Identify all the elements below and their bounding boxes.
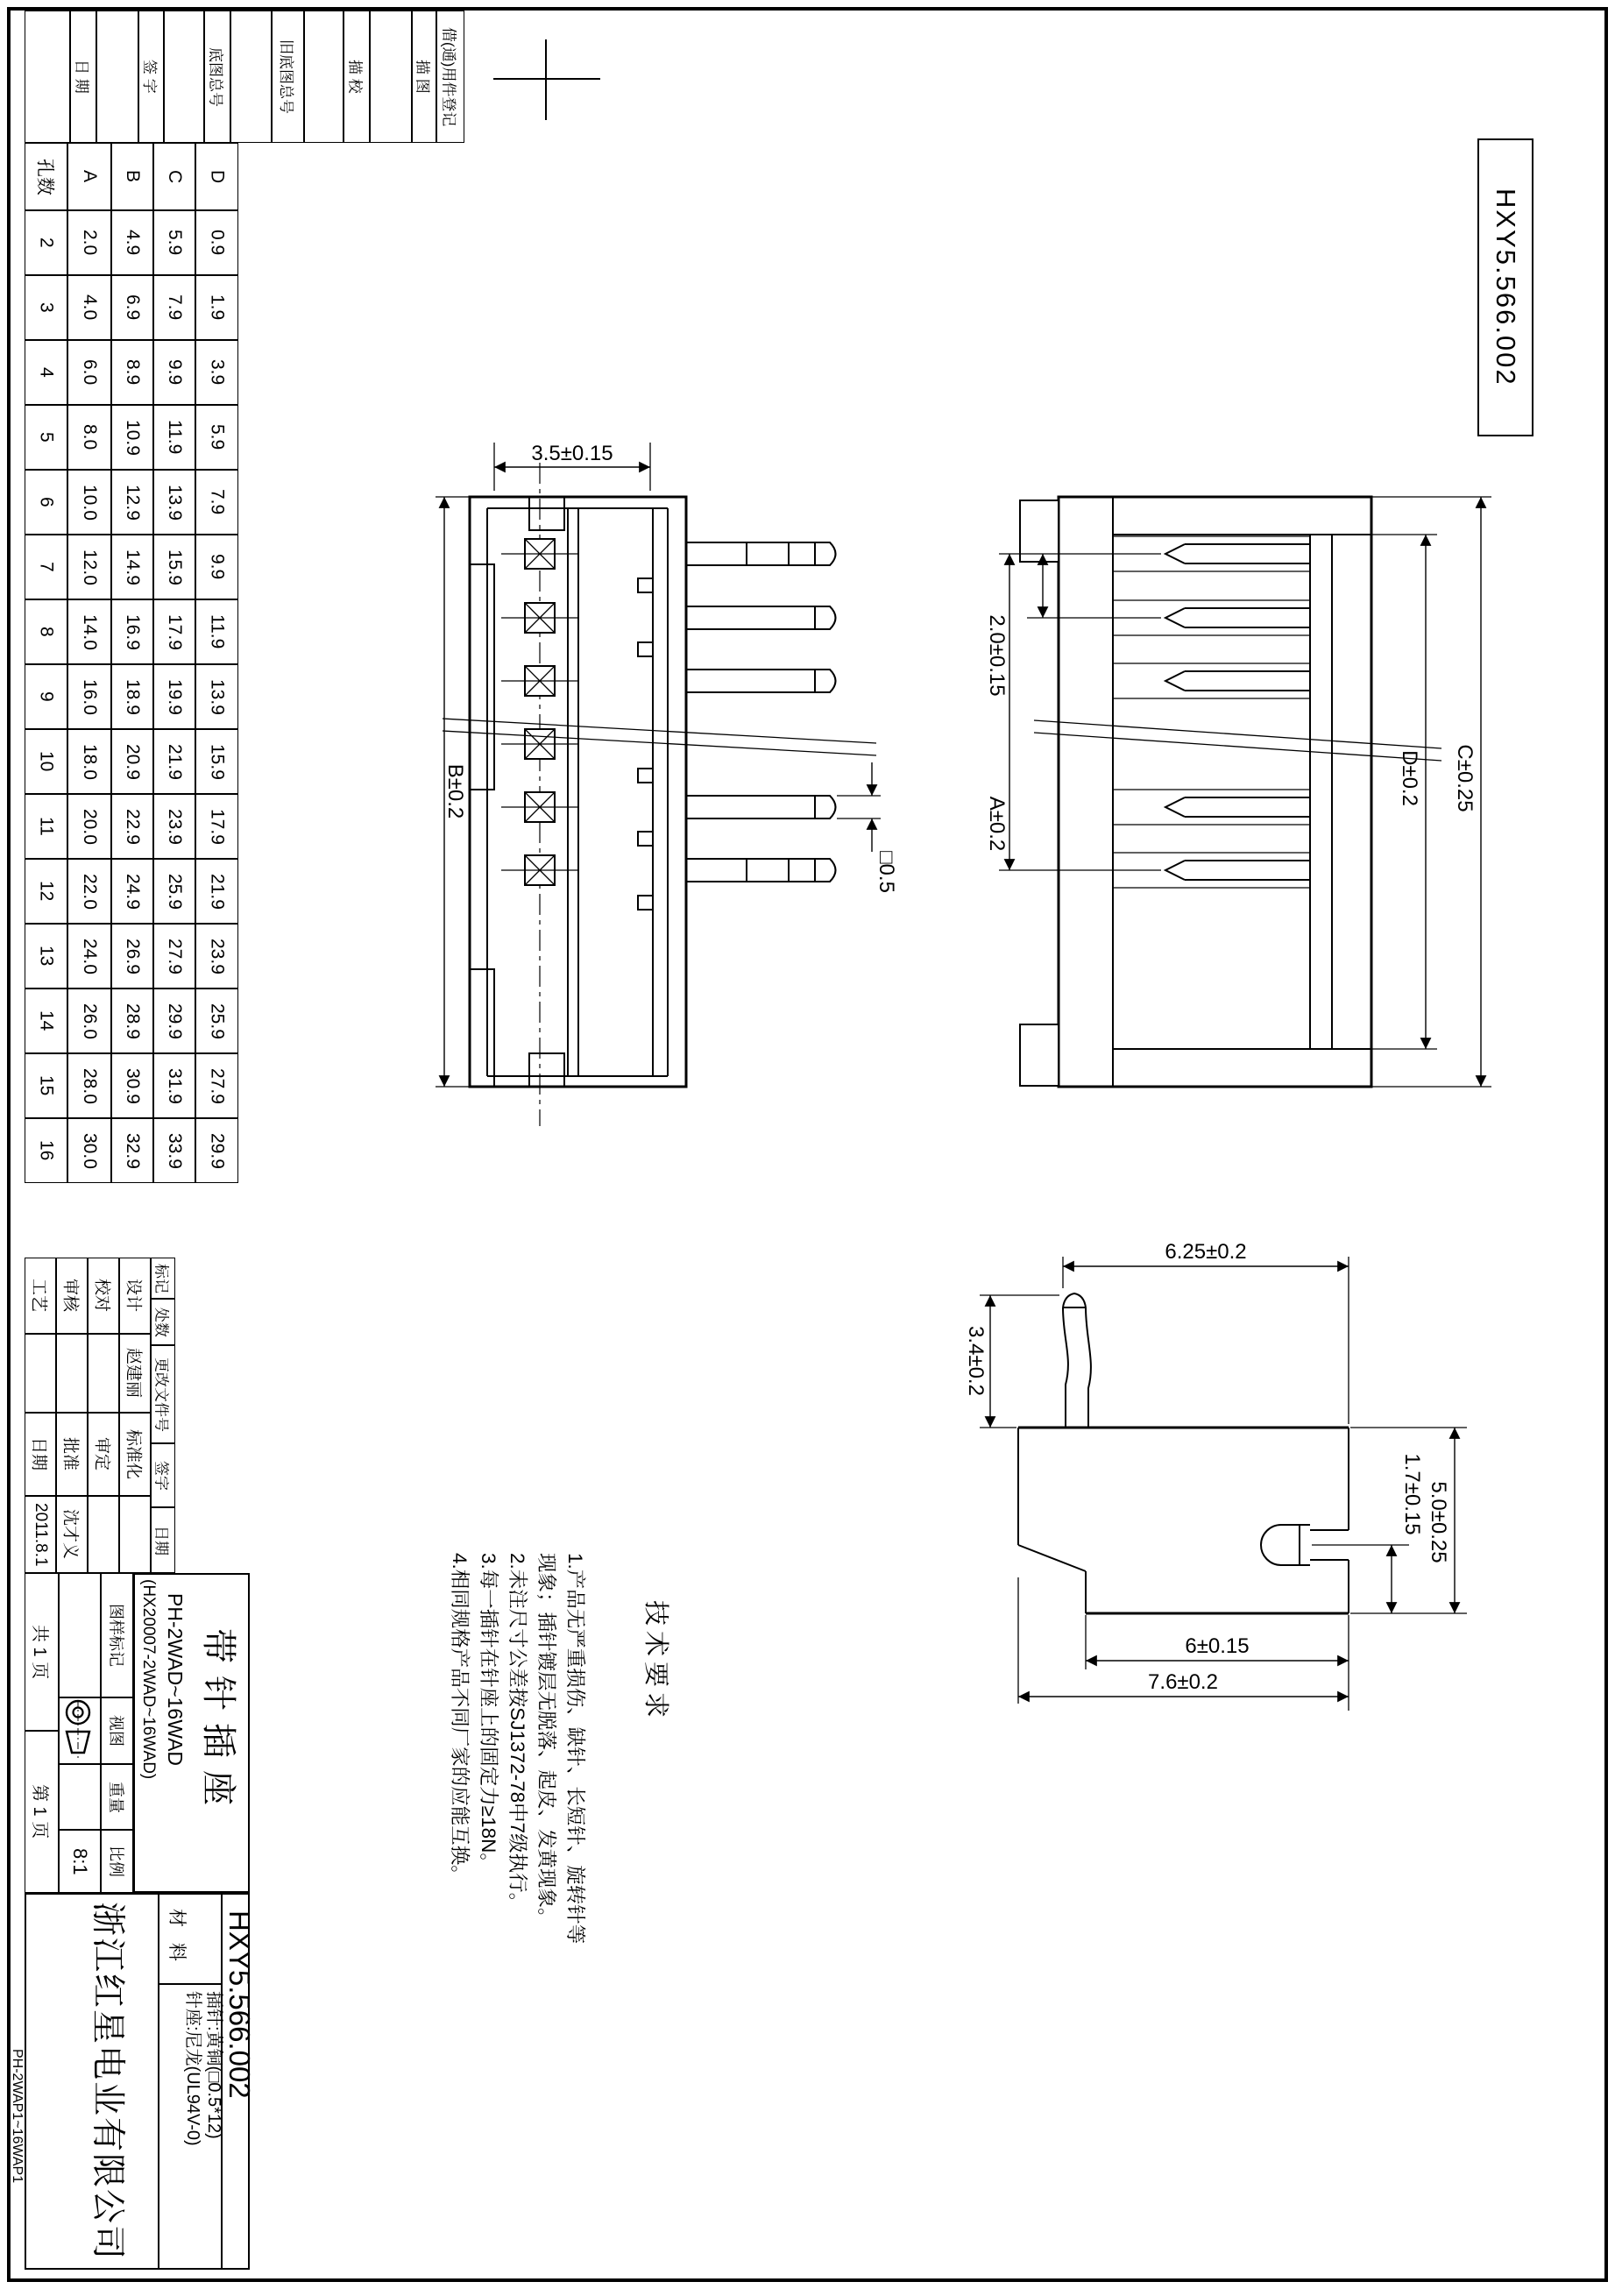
table-cell — [153, 599, 195, 664]
signature-cell-label: 审定 — [92, 1437, 111, 1471]
revision-header-cell — [151, 1345, 175, 1443]
revision-header-cell — [151, 1299, 175, 1345]
table-cell-label: 4.0 — [80, 294, 100, 321]
pages-current — [25, 1731, 59, 1893]
signature-cell — [119, 1496, 151, 1573]
table-header-cell-label: D — [207, 169, 228, 184]
pins — [686, 542, 836, 882]
table-cell — [195, 1118, 238, 1183]
table-cell-label: 14.9 — [123, 549, 143, 585]
dim-label-terminal-right-inner: 1.7±0.15 — [1400, 1453, 1424, 1535]
signature-cell — [88, 1334, 119, 1413]
signature-cell-label: 2011.8.1 — [32, 1502, 50, 1567]
stamp-mark-label — [101, 1573, 133, 1697]
table-cell-label: 13.9 — [165, 484, 185, 521]
table-cell-label: 23.9 — [207, 938, 228, 974]
table-cell — [67, 535, 111, 599]
table-cell-label: 6.9 — [123, 294, 143, 321]
table-cell-label: 5 — [36, 432, 57, 443]
table-cell-label: 20.0 — [80, 808, 100, 845]
table-cell — [25, 405, 67, 470]
table-cell — [111, 859, 153, 924]
table-cell — [153, 210, 195, 275]
table-cell-label: 24.9 — [123, 873, 143, 910]
dim-front-height — [436, 497, 470, 1087]
table-cell-label: 14.0 — [80, 613, 100, 650]
dim-label-pin-square: □0.5 — [875, 851, 898, 893]
tech-req-line: 4.相同规格产品不同厂家的应能互换。 — [449, 1553, 471, 1885]
table-cell — [153, 729, 195, 794]
header-field — [412, 11, 436, 143]
company-name: 浙江红星电业有限公司 — [89, 1902, 126, 2262]
table-cell — [111, 924, 153, 989]
table-header-cell — [111, 143, 153, 210]
dim-label-side-inner: D±0.2 — [1398, 750, 1421, 806]
table-cell — [111, 989, 153, 1053]
revision-header-cell — [151, 1258, 175, 1299]
drawing-number: HXY5.566.002 — [223, 1910, 256, 2099]
table-header-cell-label: A — [80, 170, 100, 183]
table-cell-label: 3 — [36, 302, 57, 313]
table-cell — [25, 599, 67, 664]
header-field-blank — [25, 11, 70, 143]
signature-cell-label: 赵建丽 — [124, 1348, 143, 1399]
table-cell-label: 23.9 — [165, 808, 185, 845]
product-name: 带针插座 — [199, 1628, 237, 1818]
pages-total — [25, 1573, 59, 1731]
table-cell — [25, 794, 67, 859]
stamp-view-label-label: 视图 — [107, 1715, 125, 1747]
table-cell-label: 10 — [36, 751, 57, 772]
table-cell-label: 16.9 — [123, 613, 143, 650]
header-field-label: 底图总号 — [207, 46, 224, 107]
table-cell-label: 30.9 — [123, 1067, 143, 1104]
table-cell — [25, 340, 67, 405]
table-cell — [25, 210, 67, 275]
dim-label-terminal-bottom-inner: 6±0.15 — [1185, 1634, 1250, 1658]
table-cell-label: 17.9 — [207, 808, 228, 845]
table-cell — [195, 794, 238, 859]
table-cell — [25, 470, 67, 535]
revision-header-cell-label: 更改文件号 — [152, 1357, 170, 1432]
header-field — [344, 11, 370, 143]
pages-total-label: 共 1 页 — [30, 1624, 49, 1680]
table-cell-label: 12.0 — [80, 549, 100, 585]
product-alias: (HX20007-2WAD~16WAD) — [139, 1579, 158, 1780]
signature-cell — [88, 1258, 119, 1334]
table-cell — [153, 275, 195, 340]
table-cell-label: 12 — [36, 881, 57, 902]
header-field — [138, 11, 164, 143]
table-cell — [111, 729, 153, 794]
table-header-cell — [67, 143, 111, 210]
signature-cell — [119, 1413, 151, 1496]
table-cell — [67, 405, 111, 470]
dim-side-outer — [1371, 497, 1491, 1087]
table-cell — [111, 470, 153, 535]
doc-number-box — [1477, 138, 1533, 436]
signature-cell — [25, 1258, 56, 1334]
table-cell-label: 21.9 — [165, 743, 185, 780]
signature-cell — [88, 1496, 119, 1573]
header-field-blank — [304, 11, 344, 143]
signature-cell — [88, 1413, 119, 1496]
dim-pin-square — [837, 762, 898, 893]
stamp-weight-label — [101, 1764, 133, 1830]
table-cell — [153, 470, 195, 535]
table-cell-label: 15 — [36, 1075, 57, 1096]
table-cell — [111, 1053, 153, 1118]
table-header-cell — [153, 143, 195, 210]
table-cell-label: 8 — [36, 627, 57, 637]
table-cell-label: 10.9 — [123, 419, 143, 456]
table-cell — [153, 535, 195, 599]
header-field-label: 签 字 — [141, 60, 158, 94]
revision-header-cell — [151, 1443, 175, 1507]
table-cell-label: 4.9 — [123, 230, 143, 256]
first-angle-projection-icon — [60, 1698, 96, 1760]
signature-cell — [56, 1334, 88, 1413]
table-cell-label: 7.9 — [165, 294, 185, 321]
dim-label-side-outer: C±0.25 — [1453, 744, 1477, 812]
table-cell — [153, 405, 195, 470]
dim-terminal-top — [1063, 1240, 1349, 1424]
table-cell-label: 11.9 — [165, 420, 185, 455]
table-cell — [25, 664, 67, 729]
table-cell — [25, 924, 67, 989]
dim-label-terminal-top: 6.25±0.2 — [1165, 1240, 1247, 1264]
signature-cell-label: 标准化 — [124, 1428, 143, 1479]
table-cell — [67, 210, 111, 275]
table-cell — [67, 859, 111, 924]
divider — [158, 1893, 159, 2270]
dim-label-side-span: A±0.2 — [985, 796, 1009, 852]
material-pin: 插针:黄铜(□0.5*12) — [204, 1991, 223, 2139]
table-cell — [67, 989, 111, 1053]
revision-header-cell-label: 日期 — [152, 1525, 170, 1555]
table-cell — [153, 794, 195, 859]
table-cell — [25, 1118, 67, 1183]
revision-header-cell-label: 标记 — [152, 1263, 170, 1293]
table-cell — [67, 924, 111, 989]
table-cell-label: 22.9 — [123, 808, 143, 845]
table-cell-label: 13.9 — [207, 678, 228, 715]
table-cell-label: 9.9 — [207, 554, 228, 580]
signature-cell-label: 设计 — [124, 1279, 143, 1313]
table-cell-label: 18.9 — [123, 678, 143, 715]
table-cell — [195, 729, 238, 794]
table-cell — [195, 340, 238, 405]
stamp-weight-value — [59, 1764, 101, 1830]
dim-label-terminal-right-outer: 5.0±0.25 — [1427, 1481, 1450, 1563]
table-cell-label: 14 — [36, 1010, 57, 1031]
table-cell-label: 5.9 — [207, 424, 228, 450]
signature-cell — [119, 1334, 151, 1413]
dim-front-top — [494, 442, 650, 491]
stamp-scale-value-label: 8:1 — [69, 1847, 91, 1875]
table-cell — [67, 1118, 111, 1183]
table-cell — [67, 729, 111, 794]
material-housing: 针座:尼龙(UL94V-0) — [183, 1991, 202, 2146]
stamp-weight-label-label: 重量 — [107, 1781, 125, 1813]
table-cell-label: 16.0 — [80, 678, 100, 715]
table-cell-label: 28.0 — [80, 1067, 100, 1104]
signature-cell — [56, 1496, 88, 1573]
table-cell-label: 24.0 — [80, 938, 100, 974]
table-cell — [111, 664, 153, 729]
table-cell-label: 12.9 — [123, 484, 143, 521]
doc-number: HXY5.566.002 — [1491, 188, 1521, 386]
table-cell-label: 11 — [36, 817, 57, 836]
table-cell-label: 7 — [36, 562, 57, 572]
table-cell-label: 29.9 — [165, 1003, 185, 1039]
dim-terminal-left — [964, 1295, 1059, 1428]
table-cell-label: 32.9 — [123, 1132, 143, 1169]
table-header-cell-label: C — [165, 169, 185, 184]
tech-req-line: 2.未注尺寸公差按SJ1372-78中7级执行。 — [506, 1553, 528, 1913]
table-cell — [195, 405, 238, 470]
table-cell — [195, 664, 238, 729]
table-cell — [67, 1053, 111, 1118]
table-cell-label: 1.9 — [207, 294, 228, 321]
table-cell-label: 3.9 — [207, 359, 228, 386]
table-cell — [25, 535, 67, 599]
header-field — [436, 11, 464, 143]
table-cell — [111, 1118, 153, 1183]
table-cell-label: 9 — [36, 691, 57, 702]
table-cell-label: 8.9 — [123, 359, 143, 386]
table-cell-label: 18.0 — [80, 743, 100, 780]
table-cell-label: 22.0 — [80, 873, 100, 910]
table-cell-label: 7.9 — [207, 489, 228, 515]
table-cell-label: 2.0 — [80, 230, 100, 256]
terminal-view — [1018, 1293, 1349, 1613]
table-cell — [25, 729, 67, 794]
table-cell — [153, 1053, 195, 1118]
stamp-scale-value — [59, 1830, 101, 1893]
table-cell-label: 4 — [36, 367, 57, 378]
dim-label-front-height: B±0.2 — [443, 763, 467, 819]
header-field-label: 描 校 — [346, 60, 364, 94]
table-cell — [195, 535, 238, 599]
table-cell — [67, 599, 111, 664]
table-cell — [111, 599, 153, 664]
header-field-blank — [164, 11, 204, 143]
table-cell — [111, 210, 153, 275]
dim-label-front-top: 3.5±0.15 — [531, 442, 613, 465]
table-cell — [67, 470, 111, 535]
header-field — [272, 11, 304, 143]
table-cell-label: 13 — [36, 946, 57, 967]
table-cell-label: 26.0 — [80, 1003, 100, 1039]
table-cell-label: 15.9 — [207, 743, 228, 780]
table-cell — [195, 1053, 238, 1118]
table-cell — [25, 1053, 67, 1118]
tech-req-line: 3.每一插针在针座上的固定力≥18N。 — [478, 1553, 499, 1873]
header-field-label: 旧底图总号 — [278, 39, 294, 114]
revision-header-cell — [151, 1507, 175, 1573]
dim-terminal-bottom-outer — [1018, 1577, 1349, 1704]
dim-terminal-right-inner — [1312, 1453, 1424, 1613]
signature-cell-label: 工艺 — [29, 1279, 48, 1313]
signature-cell-label: 沈才义 — [60, 1509, 80, 1560]
table-cell-label: 5.9 — [165, 230, 185, 256]
product-model: PH-2WAD~16WAD — [164, 1593, 187, 1767]
table-cell-label: 15.9 — [165, 549, 185, 585]
table-cell-label: 19.9 — [165, 678, 185, 715]
signature-cell — [25, 1334, 56, 1413]
dim-side-inner — [1371, 535, 1437, 1049]
stamp-mark-value — [59, 1573, 101, 1697]
table-cell-label: 17.9 — [165, 613, 185, 650]
table-header-cell-label: 孔数 — [34, 158, 55, 195]
pages-current-label: 第 1 页 — [30, 1784, 49, 1839]
front-view — [443, 463, 876, 1126]
table-cell-label: 25.9 — [207, 1003, 228, 1039]
table-cell — [111, 340, 153, 405]
edge-part-code: PH-2WAP1~16WAP1 — [10, 2049, 25, 2184]
table-cell — [25, 989, 67, 1053]
table-cell — [153, 340, 195, 405]
divider — [158, 1983, 221, 1985]
projection-symbol — [59, 1697, 101, 1764]
signature-cell — [56, 1258, 88, 1334]
table-cell — [195, 599, 238, 664]
signature-cell — [119, 1258, 151, 1334]
dim-label-side-pitch: 2.0±0.15 — [985, 614, 1009, 697]
table-cell-label: 28.9 — [123, 1003, 143, 1039]
table-cell — [111, 535, 153, 599]
table-cell-label: 6.0 — [80, 359, 100, 386]
header-field-label: 日 期 — [73, 60, 90, 94]
header-field-blank — [96, 11, 138, 143]
header-field — [70, 11, 96, 143]
table-cell — [195, 470, 238, 535]
revision-header-cell-label: 处数 — [152, 1307, 170, 1337]
table-cell-label: 8.0 — [80, 424, 100, 450]
table-cell — [195, 989, 238, 1053]
table-cell-label: 10.0 — [80, 484, 100, 521]
table-header-cell — [25, 143, 67, 210]
table-cell — [195, 924, 238, 989]
table-cell-label: 6 — [36, 497, 57, 507]
signature-cell — [25, 1496, 56, 1573]
side-view — [1020, 497, 1441, 1087]
table-header-cell — [195, 143, 238, 210]
table-cell — [153, 989, 195, 1053]
table-cell-label: 27.9 — [165, 938, 185, 974]
signature-cell-label: 审核 — [60, 1279, 80, 1313]
table-cell-label: 29.9 — [207, 1132, 228, 1169]
signature-cell-label: 批准 — [60, 1437, 80, 1471]
table-cell-label: 2 — [36, 237, 57, 248]
table-header-cell-label: B — [123, 170, 143, 183]
header-field-blank — [230, 11, 272, 143]
table-cell — [67, 275, 111, 340]
table-cell — [153, 859, 195, 924]
table-cell — [67, 794, 111, 859]
table-cell — [195, 859, 238, 924]
table-cell — [67, 340, 111, 405]
stamp-scale-label — [101, 1830, 133, 1893]
table-cell — [111, 405, 153, 470]
table-cell-label: 33.9 — [165, 1132, 185, 1169]
table-cell — [195, 275, 238, 340]
table-cell — [111, 794, 153, 859]
table-cell — [67, 664, 111, 729]
registration-cross-icon — [493, 39, 600, 120]
table-cell-label: 0.9 — [207, 230, 228, 256]
table-cell-label: 31.9 — [165, 1067, 185, 1104]
table-cell — [25, 859, 67, 924]
revision-header-cell-label: 签字 — [152, 1460, 170, 1491]
table-cell-label: 20.9 — [123, 743, 143, 780]
table-cell — [153, 1118, 195, 1183]
table-cell-label: 25.9 — [165, 873, 185, 910]
tech-req-line: 1.产品无严重损伤、缺针、长短针、旋转针等 — [564, 1553, 586, 1945]
header-field-blank — [370, 11, 412, 143]
signature-cell — [25, 1413, 56, 1496]
signature-cell-label: 日期 — [29, 1437, 48, 1471]
table-cell — [153, 924, 195, 989]
table-cell — [195, 210, 238, 275]
stamp-view-label — [101, 1697, 133, 1764]
tech-req-line: 现象；插针镀层无脱落、起皮、发黄现象。 — [535, 1553, 557, 1928]
stamp-mark-label-label: 图样标记 — [107, 1604, 125, 1667]
dim-label-terminal-left: 3.4±0.2 — [964, 1326, 988, 1396]
stamp-scale-label-label: 比例 — [107, 1846, 125, 1877]
table-cell-label: 11.9 — [207, 614, 228, 649]
table-cell-label: 16 — [36, 1140, 57, 1161]
table-cell — [25, 275, 67, 340]
header-field-label: 借(通)用件登记 — [440, 26, 457, 127]
header-field — [204, 11, 230, 143]
material-label: 材 料 — [166, 1909, 187, 1966]
tech-req-title: 技术要求 — [641, 1600, 669, 1724]
header-field-label: 描 图 — [414, 60, 431, 94]
table-cell-label: 9.9 — [165, 359, 185, 386]
table-cell-label: 27.9 — [207, 1067, 228, 1104]
signature-cell — [56, 1413, 88, 1496]
table-cell-label: 26.9 — [123, 938, 143, 974]
table-cell — [111, 275, 153, 340]
signature-cell-label: 校对 — [92, 1279, 111, 1313]
table-cell — [153, 664, 195, 729]
table-cell-label: 21.9 — [207, 873, 228, 910]
dim-label-terminal-bottom-outer: 7.6±0.2 — [1148, 1670, 1218, 1694]
table-cell-label: 30.0 — [80, 1132, 100, 1169]
